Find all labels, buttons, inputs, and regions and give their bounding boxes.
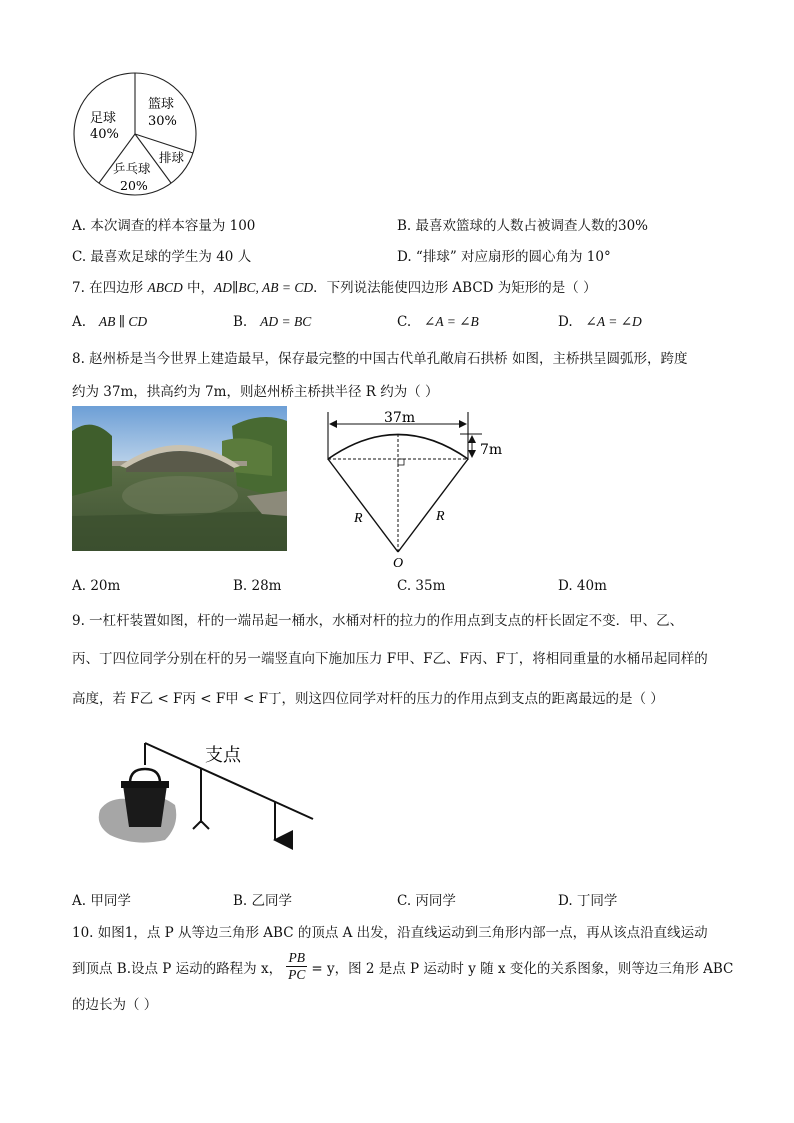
bucket-rim [121,781,169,788]
q8-option-c: C. 35m [397,578,446,594]
span-label: 37m [384,410,416,426]
q9-stem-line3: 高度，若 F乙 < F丙 < F甲 < F丁，则这四位同学对杆的压力的作用点到支点的距离最远的是（ ） [72,691,664,707]
q8-option-d: D. 40m [558,578,607,594]
q10-fraction-numerator: PB [288,950,305,965]
q7-stem-figure: ABCD [147,280,183,295]
q9-option-b: B. 乙同学 [233,893,293,909]
lever-diagram [95,735,325,855]
q7-stem-prefix: 7. 在四边形 [72,280,148,296]
pivot-base [193,821,209,829]
radius-label-right: R [436,509,445,524]
q7-option-b: B. AD = BC [233,314,312,330]
q9-stem-line1: 9. 一杠杆装置如图，杆的一端吊起一桶水，水桶对杆的拉力的作用点到支点的杆长固定不变．甲、乙、 [72,613,684,629]
q8-option-a: A. 20m [72,578,121,594]
height-label: 7m [480,442,503,458]
q8-option-b: B. 28m [233,578,282,594]
pie-pct-football: 40% [90,127,119,142]
q8-arc-diagram [320,402,520,572]
q7-stem-suffix: ．下列说法能使四边形 ABCD 为矩形的是（ ） [313,280,597,296]
q8-stem-line2: 约为 37m，拱高约为 7m，则赵州桥主桥拱半径 R 约为（ ） [72,384,439,400]
q9-stem-line2: 丙、丁四位同学分别在杆的另一端竖直向下施加压力 F甲、F乙、F丙、F丁，将相同重量的水桶吊起同样的 [72,651,708,667]
q10-stem-line2 [72,950,733,983]
q6-option-c: C. 最喜欢足球的学生为 40 人 [72,249,252,265]
q10-line2-prefix: 到顶点 B.设点 P 运动的路程为 x， [72,960,283,977]
right-angle-mark [398,459,404,465]
q7-stem [72,276,597,296]
q7-stem-condition: AD∥BC, AB = CD [214,280,314,295]
bucket-icon [123,785,167,827]
center-label: O [393,556,404,571]
pie-pct-pingpong: 20% [120,178,148,193]
q6-option-d: D. “排球” 对应扇形的圆心角为 10° [397,249,611,265]
radius-right [398,459,468,552]
q7-option-d: D. ∠A = ∠D [558,314,642,330]
radius-label-left: R [354,511,363,526]
bucket-handle-icon [130,769,160,783]
q10-fraction [286,950,307,983]
q6-option-a: A. 本次调查的样本容量为 100 [72,218,256,234]
q10-fraction-denominator: PC [288,967,306,982]
pie-label-basketball: 篮球 [148,97,175,112]
q10-stem-line1: 10. 如图1，点 P 从等边三角形 ABC 的顶点 A 出发，沿直线运动到三角形内部一点，再从该点沿直线运动 [72,925,708,941]
pie-label-football: 足球 [90,111,117,126]
q9-option-d: D. 丁同学 [558,893,618,909]
q10-stem-line3: 的边长为（ ） [72,997,158,1013]
radius-left [328,459,398,552]
zhaozhou-bridge-photo [72,406,287,551]
pie-pct-basketball: 30% [148,114,177,129]
q6-option-b: B. 最喜欢篮球的人数占被调查人数的30% [397,218,649,234]
q10-line2-suffix: = y，图 2 是点 P 运动时 y 随 x 变化的关系图象，则等边三角形 ABC [311,960,734,977]
pie-chart [70,70,200,200]
pie-label-volleyball: 排球 [159,150,185,165]
pie-label-pingpong: 乒乓球 [113,161,151,176]
q7-stem-mid: 中， [182,280,215,296]
q7-option-c: C. ∠A = ∠B [397,314,479,330]
q8-stem-line1: 8. 赵州桥是当今世界上建造最早，保存最完整的中国古代单孔敞肩石拱桥 如图，主桥拱呈圆弧形，跨度 [72,351,688,367]
q9-option-a: A. 甲同学 [72,893,131,909]
q9-option-c: C. 丙同学 [397,893,456,909]
pivot-label: 支点 [205,745,241,766]
q7-option-a: A. AB ∥ CD [72,314,148,330]
